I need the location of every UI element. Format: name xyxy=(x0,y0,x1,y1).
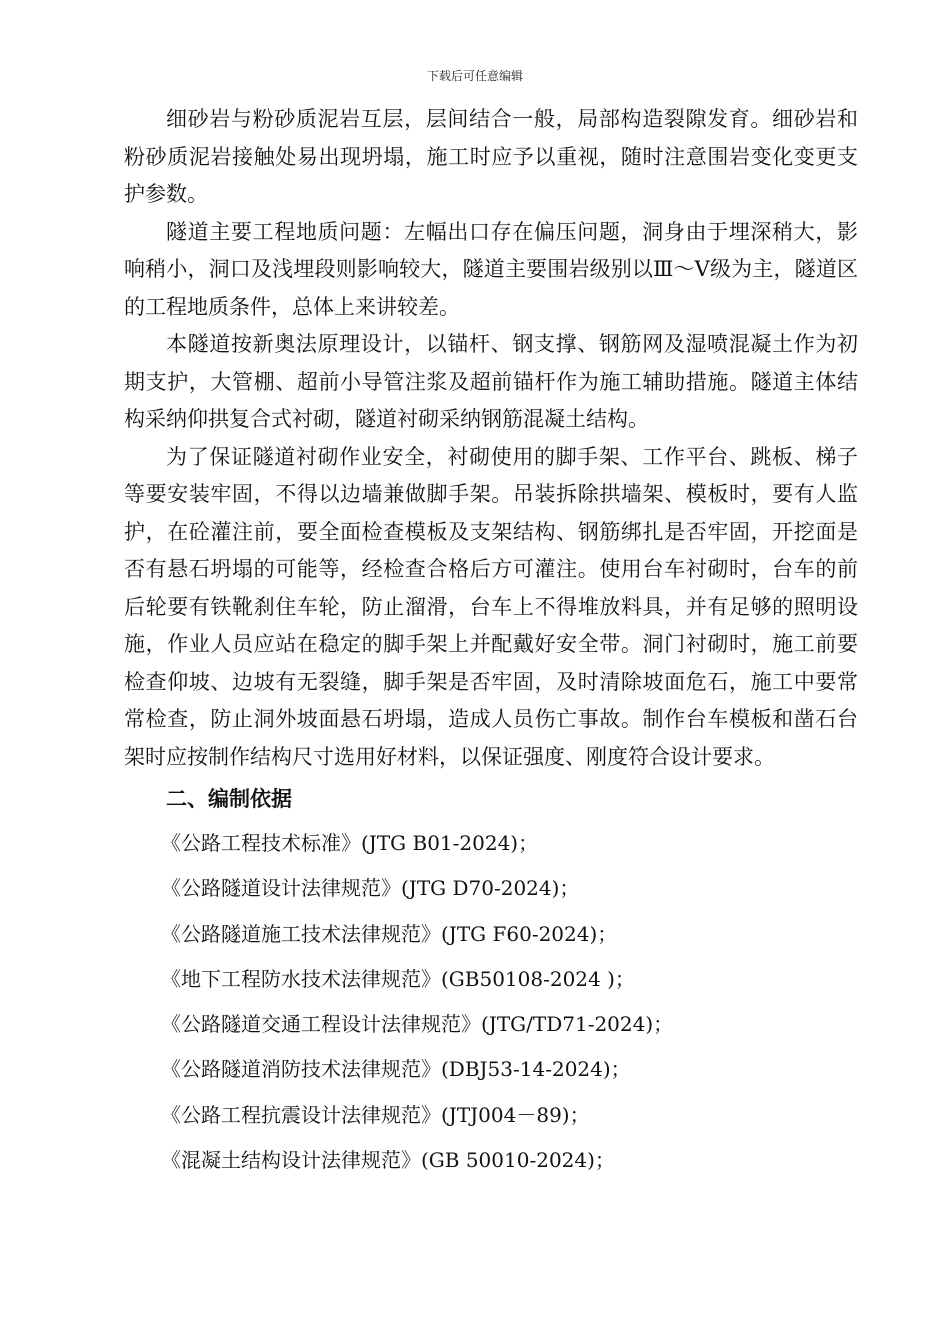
paragraph-geology-problems: 隧道主要工程地质问题：左幅出口存在偏压问题，洞身由于埋深稍大，影响稍小，洞口及浅埋段则影响较大，隧道主要围岩级别以Ⅲ～Ⅴ级为主，隧道区的工程地质条件，总体上来讲较差。 xyxy=(124,219,858,319)
reference-item: 《公路工程技术标准》(JTG B01-2024)； xyxy=(161,831,539,855)
reference-list xyxy=(124,821,858,1183)
section-heading: 二、编制依据 xyxy=(166,787,292,811)
reference-item: 《地下工程防水技术法律规范》(GB50108-2024 )； xyxy=(161,966,635,991)
reference-item: 《公路隧道消防技术法律规范》(DBJ53-14-2024)； xyxy=(161,1057,631,1082)
reference-item: 《公路隧道交通工程设计法律规范》(JTG/TD71-2024)； xyxy=(161,1012,674,1037)
header-note: 下载后可任意编辑 xyxy=(426,69,523,83)
reference-item: 《公路隧道施工技术法律规范》(JTG F60-2024)； xyxy=(161,921,618,946)
reference-item: 《混凝土结构设计法律规范》(GB 50010-2024)； xyxy=(161,1148,615,1173)
paragraph-design-principle: 本隧道按新奥法原理设计，以锚杆、钢支撑、钢筋网及湿喷混凝土作为初期支护，大管棚、超前小导管注浆及超前锚杆作为施工辅助措施。隧道主体结构采纳仰拱复合式衬砌，隧道衬砌采纳钢筋混凝土结构。 xyxy=(124,332,858,431)
paragraph-geology-rock: 细砂岩与粉砂质泥岩互层，层间结合一般，局部构造裂隙发育。细砂岩和粉砂质泥岩接触处易出现坍塌，施工时应予以重视，随时注意围岩变化变更支护参数。 xyxy=(124,107,858,206)
reference-item: 《公路隧道设计法律规范》(JTG D70-2024)； xyxy=(161,876,580,901)
paragraph-lining-safety: 为了保证隧道衬砌作业安全，衬砌使用的脚手架、工作平台、跳板、梯子等要安装牢固，不得以边墙兼做脚手架。吊装拆除拱墙架、模板时，要有人监护，在砼灌注前，要全面检查模板及支架结构、钢筋绑扎是否牢固，开挖面是否有悬石坍塌的可能等，经检查合格后方可灌注。使用台车衬砌时，台车的前后轮要有铁靴刹住车轮，防止溜滑，台车上不得堆放料具，并有足够的照明设施，作业人员应站在稳定的脚手架上并配戴好安全带。洞门衬砌时，施工前要检查仰坡、边坡有无裂缝，脚手架是否牢固，及时清除坡面危石，施工中要常常检查，防止洞外坡面悬石坍塌，造成人员伤亡事故。制作台车模板和凿石台架时应按制作结构尺寸选用好材料，以保证强度、刚度符合设计要求。 xyxy=(124,444,858,769)
reference-item: 《公路工程抗震设计法律规范》(JTJ004－89)； xyxy=(161,1102,590,1127)
document-body xyxy=(124,101,858,1183)
